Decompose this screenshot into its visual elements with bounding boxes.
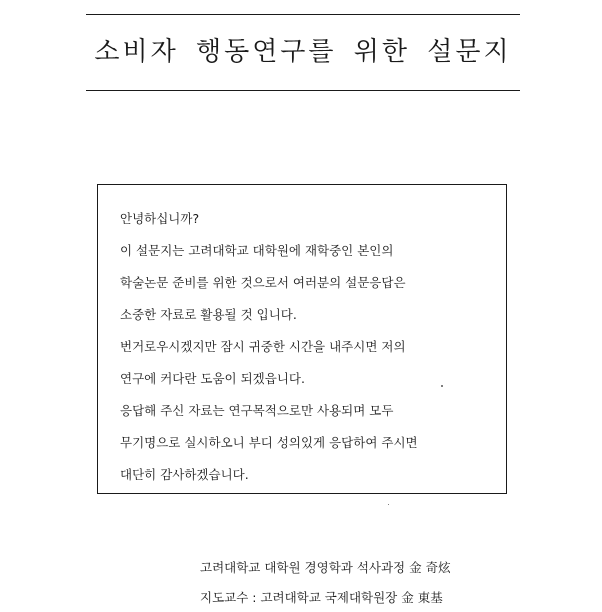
document-title: 소비자 행동연구를 위한 설문지 bbox=[94, 37, 512, 67]
letter-line: 번거로우시겠지만 잠시 귀중한 시간을 내주시면 저의 bbox=[120, 339, 406, 354]
bottom-rule bbox=[86, 90, 520, 91]
advisor-signature: 지도교수 : 고려대학교 국제대학원장 金 東基 bbox=[200, 590, 443, 605]
scan-speck bbox=[388, 504, 389, 505]
letter-line: 소중한 자료로 활용될 것 입니다. bbox=[120, 307, 297, 322]
letter-line: 대단히 감사하겠습니다. bbox=[120, 467, 249, 482]
researcher-signature: 고려대학교 대학원 경영학과 석사과정 金 奇炫 bbox=[200, 560, 451, 575]
letter-line: 무기명으로 실시하오니 부디 성의있게 응답하여 주시면 bbox=[120, 435, 418, 450]
letter-line: 안녕하십니까? bbox=[120, 211, 200, 226]
letter-line: 응답해 주신 자료는 연구목적으로만 사용되며 모두 bbox=[120, 403, 394, 418]
greeting-letter-box bbox=[97, 184, 507, 494]
letter-line: 학술논문 준비를 위한 것으로서 여러분의 설문응답은 bbox=[120, 275, 406, 290]
letter-line: 이 설문지는 고려대학교 대학원에 재학중인 본인의 bbox=[120, 243, 394, 258]
top-rule bbox=[86, 14, 520, 15]
letter-line: 연구에 커다란 도움이 되겠읍니다. bbox=[120, 371, 305, 386]
